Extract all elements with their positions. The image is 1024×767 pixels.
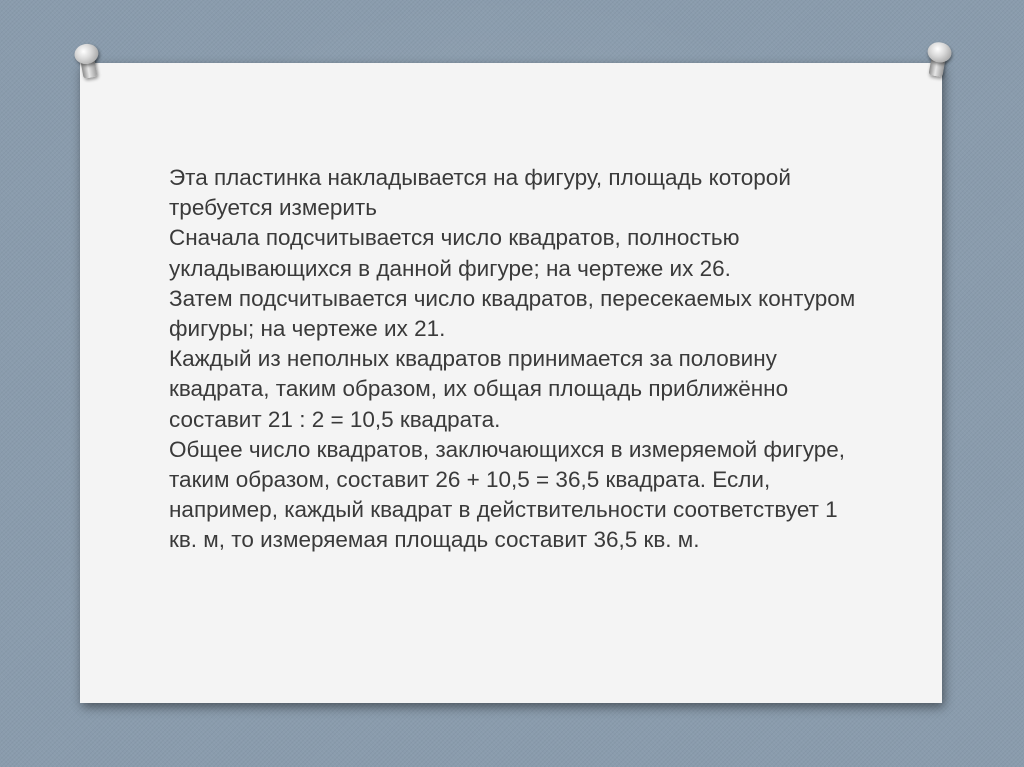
paragraph: Сначала подсчитывается число квадратов, полностью укладывающихся в данной фигуре; на чертеже их 26. [169,225,740,281]
paragraph: Общее число квадратов, заключающихся в измеряемой фигуре, таким образом, составит 26 + 10,5 = 36,5 квадрата. Если, например, каждый квадрат в действительности соответствует 1 кв. м, то измеряемая площадь составит 36,5 кв. м. [169,436,846,553]
paragraph: Эта пластинка накладывается на фигуру, площадь которой требуется измерить [169,165,791,221]
paper-card [80,63,942,703]
pin-head [73,42,100,66]
paragraph: Затем подсчитывается число квадратов, пересекаемых контуром фигуры; на чертеже их 21. [169,285,856,342]
paragraph: Каждый из неполных квадратов принимается за половину квадрата, таким образом, их общая площадь приближённо составит 21 : 2 = 10,5 квадрата. [169,346,789,432]
pushpin-icon [67,39,108,86]
pushpin-icon [917,37,958,84]
slide-text [169,163,869,556]
